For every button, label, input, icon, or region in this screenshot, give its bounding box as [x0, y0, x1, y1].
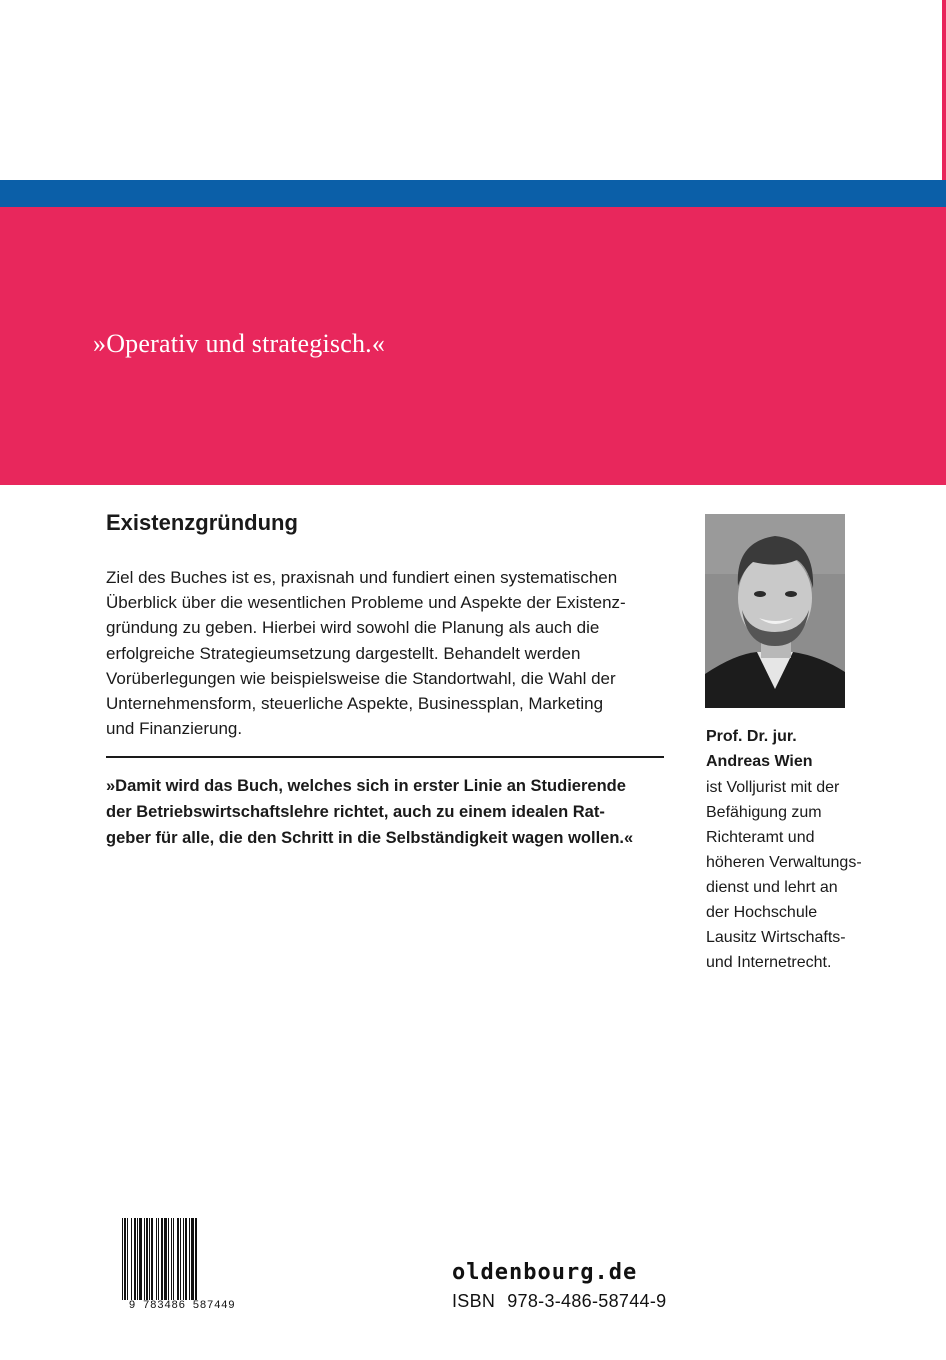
description-line: erfolgreiche Strategieumsetzung dargestellt. Behandelt werden: [106, 643, 581, 663]
barcode-bar: [171, 1218, 172, 1302]
bio-line: der Hochschule: [706, 904, 818, 921]
barcode-bar: [180, 1218, 181, 1302]
isbn-label: ISBN: [452, 1291, 496, 1311]
barcode-bar: [156, 1218, 157, 1302]
barcode-bar: [137, 1218, 138, 1302]
author-bio: [706, 775, 862, 975]
quote-line: »Damit wird das Buch, welches sich in erster Linie an Studierende: [106, 777, 626, 795]
barcode-bar: [183, 1218, 184, 1302]
barcode-bar: [173, 1218, 174, 1302]
cover-tagline: »Operativ und strategisch.«: [93, 329, 386, 358]
book-title: Existenzgründung: [106, 510, 298, 535]
barcode-bar: [139, 1218, 142, 1302]
author-photo: [705, 514, 845, 708]
barcode-bar: [168, 1218, 169, 1302]
barcode-bar: [151, 1218, 153, 1302]
author-portrait-illustration: [705, 514, 845, 708]
quote-line: der Betriebswirtschaftslehre richtet, auch zu einem idealen Rat-: [106, 803, 605, 821]
isbn-number: 978-3-486-58744-9: [507, 1291, 667, 1311]
barcode-bar: [149, 1218, 150, 1302]
description-line: Vorüberlegungen wie beispielsweise die Standortwahl, die Wahl der: [106, 668, 616, 688]
right-edge-stripe: [942, 0, 946, 180]
barcode-bars-icon: [112, 1218, 252, 1302]
review-quote: [106, 773, 666, 851]
description-line: Ziel des Buches ist es, praxisnah und fundiert einen systematischen: [106, 568, 618, 587]
barcode-bar: [189, 1218, 190, 1302]
author-full-name: Andreas Wien: [706, 753, 813, 770]
barcode-bar: [144, 1218, 145, 1302]
barcode-bar: [127, 1218, 128, 1302]
bio-line: ist Volljurist mit der: [706, 779, 840, 796]
book-description: [106, 565, 666, 741]
bio-line: und Internetrecht.: [706, 954, 832, 971]
barcode-bar: [185, 1218, 187, 1302]
barcode-bar: [124, 1218, 126, 1302]
isbn: [452, 1291, 666, 1312]
bio-line: höheren Verwaltungs-: [706, 854, 862, 871]
barcode-bar: [161, 1218, 163, 1302]
quote-line: geber für alle, die den Schritt in die Selbständigkeit wagen wollen.«: [106, 829, 634, 847]
barcode-bar: [134, 1218, 136, 1302]
author-name: [706, 724, 813, 774]
barcode-bar: [164, 1218, 167, 1302]
publisher-url: oldenbourg.de: [452, 1260, 638, 1285]
blue-band: [0, 180, 946, 207]
barcode-bar: [146, 1218, 148, 1302]
section-divider: [106, 756, 664, 758]
description-line: gründung zu geben. Hierbei wird sowohl die Planung als auch die: [106, 618, 600, 638]
bio-line: Lausitz Wirtschafts-: [706, 929, 846, 946]
bio-line: dienst und lehrt an: [706, 879, 838, 896]
description-line: und Finanzierung.: [106, 719, 243, 739]
description-line: Überblick über die wesentlichen Probleme und Aspekte der Existenz-: [106, 593, 626, 613]
description-line: Unternehmensform, steuerliche Aspekte, Businessplan, Marketing: [106, 694, 604, 714]
barcode-bar: [195, 1218, 197, 1302]
bio-line: Richteramt und: [706, 829, 815, 846]
bio-line: Befähigung zum: [706, 804, 822, 821]
barcode-bar: [191, 1218, 194, 1302]
barcode-bar: [158, 1218, 159, 1302]
barcode-digits: 9 783486 587449: [112, 1300, 252, 1312]
author-title: Prof. Dr. jur.: [706, 728, 797, 745]
barcode-bar: [177, 1218, 179, 1302]
barcode-bar: [131, 1218, 132, 1302]
barcode-bar: [122, 1218, 123, 1302]
